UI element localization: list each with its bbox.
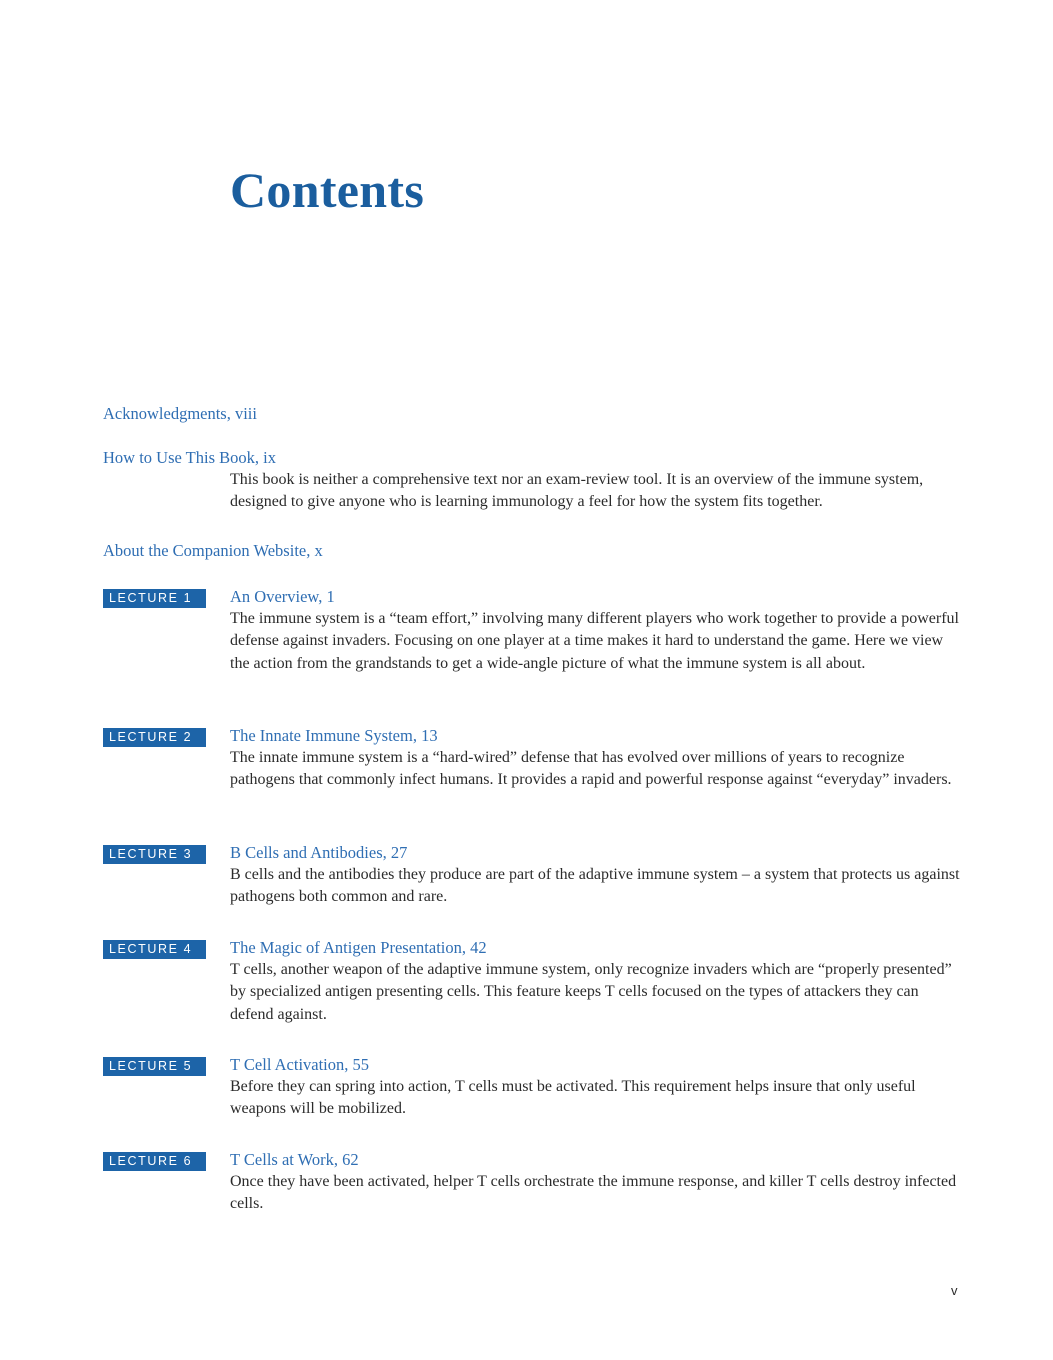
toc-description-lecture-3: B cells and the antibodies they produce are part of the adaptive immune system – a system that protects us against pathogens both common and rare.: [230, 866, 960, 906]
toc-entry-companion-website: [103, 540, 963, 562]
toc-link-how-to-use[interactable]: How to Use This Book, ix: [103, 448, 276, 467]
lecture-badge: LECTURE 6: [103, 1152, 206, 1171]
toc-link-lecture-1[interactable]: An Overview, 1: [230, 587, 335, 606]
lecture-badge: LECTURE 4: [103, 940, 206, 959]
lecture-badge: LECTURE 5: [103, 1057, 206, 1076]
toc-description-lecture-4: T cells, another weapon of the adaptive immune system, only recognize invaders which are “properly presented” by specialized antigen presenting cells. This feature keeps T cells focused on the types of attackers they can defend against.: [230, 961, 952, 1023]
toc-link-lecture-5[interactable]: T Cell Activation, 55: [230, 1055, 370, 1074]
page-number: v: [951, 1283, 958, 1298]
toc-entry-lecture-2: [103, 725, 963, 792]
toc-entry-how-to-use: [103, 447, 963, 514]
toc-link-lecture-2[interactable]: The Innate Immune System, 13: [230, 726, 438, 745]
lecture-badge: LECTURE 1: [103, 589, 206, 608]
lecture-badge: LECTURE 3: [103, 845, 206, 864]
toc-link-acknowledgments[interactable]: Acknowledgments, viii: [103, 404, 257, 423]
toc-description-lecture-1: The immune system is a “team effort,” involving many different players who work together to provide a powerful defense against invaders. Focusing on one player at a time makes it hard to understand the game. Here we view the action from the grandstands to get a wide-angle picture of what the immune system is all about.: [230, 610, 959, 672]
lecture-badge: LECTURE 2: [103, 728, 206, 747]
toc-entry-acknowledgments: [103, 403, 963, 425]
toc-entry-lecture-6: [103, 1149, 963, 1216]
page-title: Contents: [230, 162, 425, 218]
toc-description-how-to-use: This book is neither a comprehensive text nor an exam-review tool. It is an overview of the immune system, designed to give anyone who is learning immunology a feel for how the system fits together.: [230, 471, 924, 511]
toc-description-lecture-2: The innate immune system is a “hard-wired” defense that has evolved over millions of years to recognize pathogens that commonly infect humans. It provides a rapid and powerful response against “everyday” invaders.: [230, 749, 952, 789]
toc-link-lecture-6[interactable]: T Cells at Work, 62: [230, 1150, 359, 1169]
toc-link-companion-website[interactable]: About the Companion Website, x: [103, 541, 323, 560]
toc-entry-lecture-4: [103, 937, 963, 1026]
toc-entry-lecture-1: [103, 586, 963, 675]
toc-description-lecture-6: Once they have been activated, helper T cells orchestrate the immune response, and killer T cells destroy infected cells.: [230, 1173, 957, 1213]
toc-entry-lecture-3: [103, 842, 963, 909]
toc-link-lecture-4[interactable]: The Magic of Antigen Presentation, 42: [230, 938, 487, 957]
toc-entry-lecture-5: [103, 1054, 963, 1121]
toc-description-lecture-5: Before they can spring into action, T cells must be activated. This requirement helps insure that only useful weapons will be mobilized.: [230, 1078, 916, 1118]
toc-link-lecture-3[interactable]: B Cells and Antibodies, 27: [230, 843, 408, 862]
